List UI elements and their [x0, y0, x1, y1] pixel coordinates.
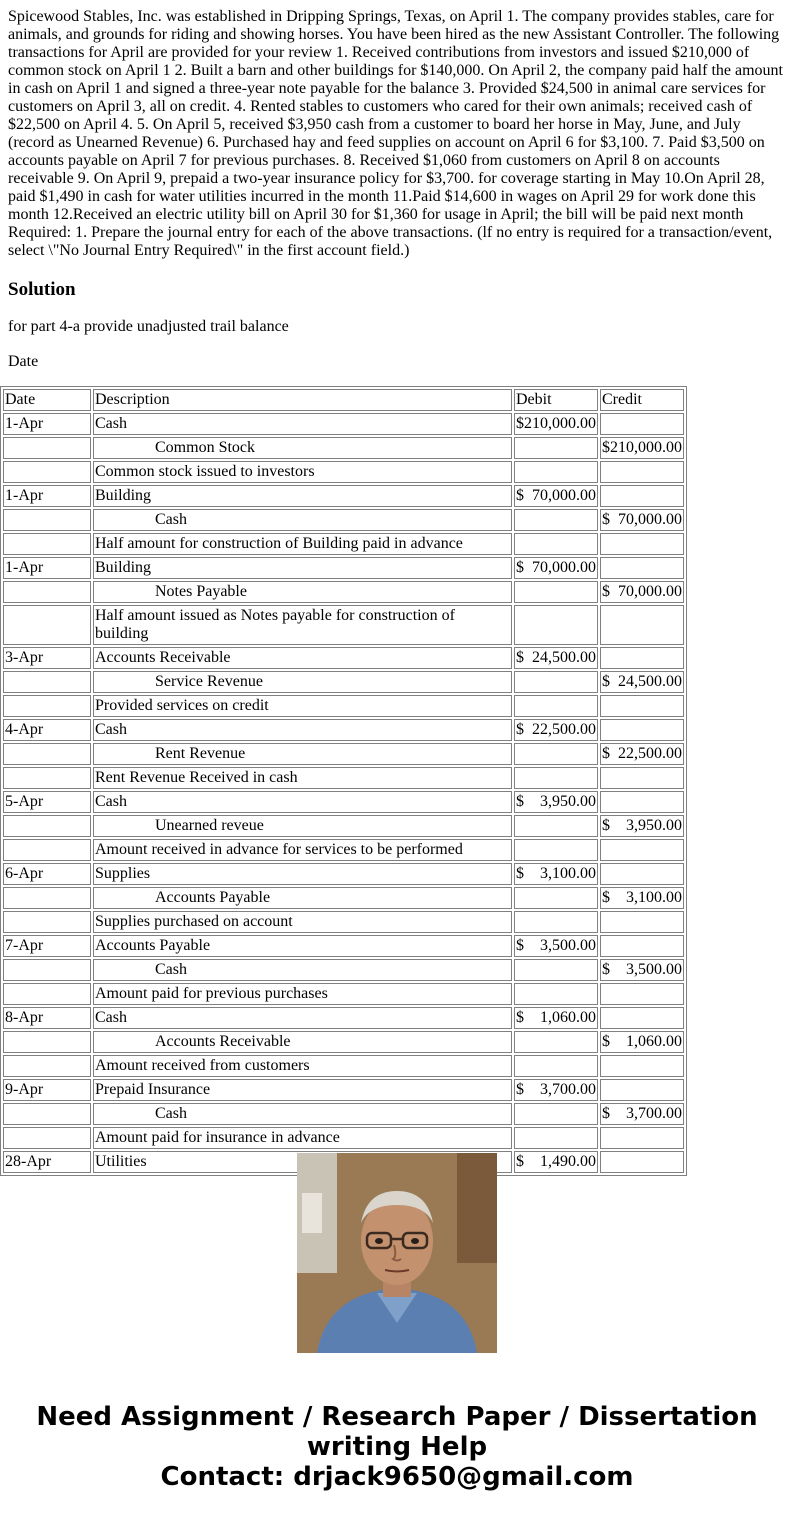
- date-cell-empty: [3, 533, 91, 555]
- amount-value: 1,490.00: [540, 1153, 596, 1170]
- credit-account-cell: [93, 509, 512, 531]
- credit-account-cell: [93, 743, 512, 765]
- debit-cell: [514, 1007, 598, 1029]
- credit-cell-amount: [602, 673, 682, 691]
- credit-cell-empty: [600, 533, 684, 555]
- table-row: [3, 533, 684, 555]
- date-cell-empty: [3, 1031, 91, 1053]
- currency-symbol: $: [516, 721, 524, 738]
- date-cell-empty: [3, 437, 91, 459]
- table-row: [3, 743, 684, 765]
- credit-account-cell: [93, 959, 512, 981]
- currency-symbol: $: [602, 673, 610, 690]
- debit-account: Cash: [93, 791, 512, 813]
- author-photo: [297, 1153, 497, 1353]
- debit-cell: [514, 485, 598, 507]
- table-row: [3, 1079, 684, 1101]
- credit-cell-empty: [600, 1151, 684, 1173]
- table-row: [3, 863, 684, 885]
- amount-value: 24,500.00: [532, 649, 596, 666]
- currency-symbol: $: [602, 511, 610, 528]
- debit-cell-amount: [516, 721, 596, 739]
- credit-cell-amount: [602, 1033, 682, 1051]
- table-row: [3, 719, 684, 741]
- credit-cell-empty: [600, 485, 684, 507]
- date-cell-empty: [3, 887, 91, 909]
- credit-account: Common Stock: [155, 439, 256, 456]
- entry-date: 8-Apr: [3, 1007, 91, 1029]
- credit-cell: [600, 1031, 684, 1053]
- debit-cell-empty: [514, 911, 598, 933]
- debit-cell-empty: [514, 533, 598, 555]
- part-note: for part 4-a provide unadjusted trail balance: [8, 318, 289, 335]
- credit-cell-empty: [600, 935, 684, 957]
- amount-value: 3,950.00: [626, 817, 682, 834]
- currency-symbol: $: [516, 559, 524, 576]
- header-credit: Credit: [600, 389, 684, 411]
- narration: Amount paid for previous purchases: [93, 983, 512, 1005]
- debit-cell-amount: [516, 793, 596, 811]
- debit-cell-amount: [516, 937, 596, 955]
- currency-symbol: $: [516, 937, 524, 954]
- entry-date: 7-Apr: [3, 935, 91, 957]
- credit-cell-empty: [600, 461, 684, 483]
- credit-account-cell: [93, 1103, 512, 1125]
- debit-account: Supplies: [93, 863, 512, 885]
- credit-cell-empty: [600, 1079, 684, 1101]
- credit-cell-amount: [602, 439, 682, 457]
- currency-symbol: $: [602, 817, 610, 834]
- credit-account: Cash: [155, 961, 187, 978]
- table-row: [3, 887, 684, 909]
- debit-cell-empty: [514, 1103, 598, 1125]
- credit-cell-amount: [602, 511, 682, 529]
- table-row: [3, 791, 684, 813]
- debit-cell-amount: [516, 865, 596, 883]
- credit-cell: [600, 581, 684, 603]
- table-row: [3, 461, 684, 483]
- date-cell-empty: [3, 581, 91, 603]
- credit-account-cell: [93, 1031, 512, 1053]
- credit-cell: [600, 437, 684, 459]
- credit-cell-empty: [600, 863, 684, 885]
- date-cell-empty: [3, 509, 91, 531]
- amount-value: 70,000.00: [618, 583, 682, 600]
- debit-cell-empty: [514, 839, 598, 861]
- promo-line-1: Need Assignment / Research Paper / Dissertation: [36, 1402, 758, 1432]
- amount-value: 3,950.00: [540, 793, 596, 810]
- credit-account: Cash: [155, 511, 187, 528]
- credit-cell: [600, 743, 684, 765]
- promo-line-2: writing Help: [306, 1432, 488, 1462]
- debit-cell-empty: [514, 461, 598, 483]
- credit-cell-amount: [602, 1105, 682, 1123]
- credit-account: Unearned reveue: [155, 817, 264, 834]
- credit-cell-empty: [600, 557, 684, 579]
- debit-cell-empty: [514, 695, 598, 717]
- amount-value: 3,700.00: [626, 1105, 682, 1122]
- table-row: [3, 1103, 684, 1125]
- credit-account: Notes Payable: [155, 583, 247, 600]
- entry-date: 28-Apr: [3, 1151, 91, 1173]
- credit-account-cell: [93, 437, 512, 459]
- debit-cell-amount: [516, 415, 596, 433]
- debit-cell-empty: [514, 437, 598, 459]
- amount-value: 22,500.00: [532, 721, 596, 738]
- amount-value: 3,700.00: [540, 1081, 596, 1098]
- table-row: [3, 1127, 684, 1149]
- entry-date: 4-Apr: [3, 719, 91, 741]
- table-row: [3, 413, 684, 435]
- currency-symbol: $: [516, 1009, 524, 1026]
- page-content: [8, 0, 786, 371]
- narration: Half amount issued as Notes payable for construction of building: [93, 605, 512, 645]
- credit-cell-amount: [602, 745, 682, 763]
- credit-cell-amount: [602, 961, 682, 979]
- debit-cell-amount: [516, 487, 596, 505]
- amount-value: 3,500.00: [626, 961, 682, 978]
- currency-symbol: $210,000.00: [516, 415, 596, 432]
- promo-banner: [0, 1402, 794, 1492]
- debit-cell-empty: [514, 1031, 598, 1053]
- debit-cell-empty: [514, 887, 598, 909]
- narration: Amount paid for insurance in advance: [93, 1127, 512, 1149]
- amount-value: 1,060.00: [540, 1009, 596, 1026]
- credit-cell-amount: [602, 889, 682, 907]
- debit-cell-amount: [516, 559, 596, 577]
- credit-cell-empty: [600, 791, 684, 813]
- credit-cell: [600, 509, 684, 531]
- date-cell-empty: [3, 695, 91, 717]
- amount-value: 3,100.00: [540, 865, 596, 882]
- debit-cell: [514, 647, 598, 669]
- table-row: [3, 1007, 684, 1029]
- credit-account: Service Revenue: [155, 673, 263, 690]
- date-cell-empty: [3, 959, 91, 981]
- person-portrait-icon: [297, 1153, 497, 1353]
- debit-account: Utilities: [93, 1151, 512, 1173]
- table-row: [3, 935, 684, 957]
- debit-cell: [514, 557, 598, 579]
- table-row: [3, 437, 684, 459]
- currency-symbol: $: [516, 793, 524, 810]
- currency-symbol: $: [602, 1033, 610, 1050]
- table-row: [3, 1055, 684, 1077]
- credit-account-cell: [93, 581, 512, 603]
- narration: Rent Revenue Received in cash: [93, 767, 512, 789]
- debit-cell-empty: [514, 671, 598, 693]
- debit-cell-empty: [514, 959, 598, 981]
- header-debit: Debit: [514, 389, 598, 411]
- table-row: [3, 581, 684, 603]
- narration: Amount received in advance for services to be performed: [93, 839, 512, 861]
- credit-account: Cash: [155, 1105, 187, 1122]
- debit-account: Cash: [93, 719, 512, 741]
- credit-cell-empty: [600, 695, 684, 717]
- date-cell-empty: [3, 767, 91, 789]
- currency-symbol: $: [602, 961, 610, 978]
- debit-cell-empty: [514, 767, 598, 789]
- debit-cell: [514, 1151, 598, 1173]
- debit-account: Building: [93, 557, 512, 579]
- date-cell-empty: [3, 911, 91, 933]
- debit-account: Prepaid Insurance: [93, 1079, 512, 1101]
- debit-cell: [514, 719, 598, 741]
- date-cell-empty: [3, 983, 91, 1005]
- debit-cell-empty: [514, 1127, 598, 1149]
- credit-cell-empty: [600, 911, 684, 933]
- table-row: [3, 911, 684, 933]
- currency-symbol: $: [602, 889, 610, 906]
- debit-cell-amount: [516, 1009, 596, 1027]
- credit-cell: [600, 887, 684, 909]
- table-row: [3, 695, 684, 717]
- narration: Half amount for construction of Building paid in advance: [93, 533, 512, 555]
- entry-date: 1-Apr: [3, 557, 91, 579]
- table-row: [3, 605, 684, 645]
- date-cell-empty: [3, 605, 91, 645]
- debit-cell-amount: [516, 1153, 596, 1171]
- entry-date: 1-Apr: [3, 485, 91, 507]
- date-cell-empty: [3, 815, 91, 837]
- credit-cell-empty: [600, 839, 684, 861]
- currency-symbol: $: [516, 487, 524, 504]
- date-cell-empty: [3, 743, 91, 765]
- table-row: [3, 767, 684, 789]
- credit-cell-empty: [600, 719, 684, 741]
- credit-account: Accounts Payable: [155, 889, 271, 906]
- amount-value: 70,000.00: [618, 511, 682, 528]
- credit-account: Accounts Receivable: [155, 1033, 291, 1050]
- narration: Provided services on credit: [93, 695, 512, 717]
- currency-symbol: $: [516, 649, 524, 666]
- journal-table-viewport[interactable]: [0, 386, 700, 1170]
- credit-account-cell: [93, 815, 512, 837]
- header-description: Description: [93, 389, 512, 411]
- date-cell-empty: [3, 461, 91, 483]
- debit-cell-amount: [516, 1081, 596, 1099]
- debit-cell-empty: [514, 815, 598, 837]
- date-cell-empty: [3, 671, 91, 693]
- table-row: [3, 509, 684, 531]
- debit-cell-amount: [516, 649, 596, 667]
- credit-cell-empty: [600, 1007, 684, 1029]
- entry-date: 9-Apr: [3, 1079, 91, 1101]
- debit-cell-empty: [514, 983, 598, 1005]
- credit-account: Rent Revenue: [155, 745, 246, 762]
- debit-account: Building: [93, 485, 512, 507]
- solution-heading: Solution: [8, 279, 76, 300]
- date-cell-empty: [3, 1127, 91, 1149]
- debit-cell: [514, 1079, 598, 1101]
- amount-value: 3,500.00: [540, 937, 596, 954]
- currency-symbol: $: [602, 745, 610, 762]
- table-row: [3, 815, 684, 837]
- credit-cell: [600, 815, 684, 837]
- entry-date: 5-Apr: [3, 791, 91, 813]
- credit-cell-empty: [600, 647, 684, 669]
- credit-cell: [600, 959, 684, 981]
- entry-date: 3-Apr: [3, 647, 91, 669]
- entry-date: 6-Apr: [3, 863, 91, 885]
- table-row: [3, 671, 684, 693]
- date-cell-empty: [3, 839, 91, 861]
- currency-symbol: $: [516, 1153, 524, 1170]
- debit-cell: [514, 863, 598, 885]
- credit-cell-empty: [600, 983, 684, 1005]
- credit-cell-empty: [600, 1055, 684, 1077]
- table-row: [3, 1031, 684, 1053]
- journal-table: [0, 386, 687, 1176]
- table-row: [3, 983, 684, 1005]
- currency-symbol: $: [516, 1081, 524, 1098]
- date-label: Date: [8, 353, 39, 370]
- credit-cell: [600, 671, 684, 693]
- problem-statement: Spicewood Stables, Inc. was established in Dripping Springs, Texas, on April 1. The company provides stables, care for animals, and grounds for riding and showing horses. You have been hired as the new Assistant Controller. The following transactions for April are provided for your review 1. Received contributions from investors and issued $210,000 of common stock on April 1 2. Built a barn and other buildings for $140,000. On April 2, the company paid half the amount in cash on April 1 and signed a three-year note payable for the balance 3. Provided $24,500 in animal care services for customers on April 3, all on credit. 4. Rented stables to customers who cared for their own animals; received cash of $22,500 on April 4. 5. On April 5, received $3,950 cash from a customer to board her horse in May, June, and July (record as Unearned Revenue) 6. Purchased hay and feed supplies on account on April 6 for $3,100. 7. Paid $3,500 on accounts payable on April 7 for previous purchases. 8. Received $1,060 from customers on April 8 on accounts receivable 9. On April 9, prepaid a two-year insurance policy for $3,700. for coverage starting in May 10.On April 28, paid $1,490 in cash for water utilities incurred in the month 11.Paid $14,600 in wages on April 29 for work done this month 12.Received an electric utility bill on April 30 for $1,360 for usage in April; the bill will be paid next month Required: 1. Prepare the journal entry for each of the above transactions. (lf no entry is required for a transaction/event, select \"No Journal Entry Required\" in the first account field.): [8, 8, 783, 259]
- credit-cell-amount: [602, 583, 682, 601]
- credit-account-cell: [93, 671, 512, 693]
- credit-cell-empty: [600, 413, 684, 435]
- debit-cell-empty: [514, 581, 598, 603]
- debit-cell-empty: [514, 743, 598, 765]
- table-row: [3, 839, 684, 861]
- entry-date: 1-Apr: [3, 413, 91, 435]
- debit-account: Cash: [93, 413, 512, 435]
- narration: Amount received from customers: [93, 1055, 512, 1077]
- debit-account: Accounts Receivable: [93, 647, 512, 669]
- header-date: Date: [3, 389, 91, 411]
- credit-account-cell: [93, 887, 512, 909]
- amount-value: 1,060.00: [626, 1033, 682, 1050]
- amount-value: 22,500.00: [618, 745, 682, 762]
- credit-cell-empty: [600, 767, 684, 789]
- debit-cell: [514, 791, 598, 813]
- amount-value: 3,100.00: [626, 889, 682, 906]
- debit-account: Cash: [93, 1007, 512, 1029]
- currency-symbol: $210,000.00: [602, 439, 682, 456]
- table-row: [3, 647, 684, 669]
- currency-symbol: $: [602, 583, 610, 600]
- date-cell-empty: [3, 1103, 91, 1125]
- credit-cell: [600, 1103, 684, 1125]
- table-row: [3, 959, 684, 981]
- amount-value: 70,000.00: [532, 559, 596, 576]
- credit-cell-empty: [600, 605, 684, 645]
- promo-contact[interactable]: Contact: drjack9650@gmail.com: [160, 1462, 634, 1492]
- date-cell-empty: [3, 1055, 91, 1077]
- debit-cell: [514, 935, 598, 957]
- currency-symbol: $: [516, 865, 524, 882]
- table-header-row: [3, 389, 684, 411]
- narration: Supplies purchased on account: [93, 911, 512, 933]
- credit-cell-empty: [600, 1127, 684, 1149]
- debit-cell: [514, 413, 598, 435]
- table-row: [3, 485, 684, 507]
- currency-symbol: $: [602, 1105, 610, 1122]
- debit-cell-empty: [514, 605, 598, 645]
- debit-cell-empty: [514, 1055, 598, 1077]
- debit-account: Accounts Payable: [93, 935, 512, 957]
- narration: Common stock issued to investors: [93, 461, 512, 483]
- table-row: [3, 557, 684, 579]
- amount-value: 24,500.00: [618, 673, 682, 690]
- credit-cell-amount: [602, 817, 682, 835]
- debit-cell-empty: [514, 509, 598, 531]
- amount-value: 70,000.00: [532, 487, 596, 504]
